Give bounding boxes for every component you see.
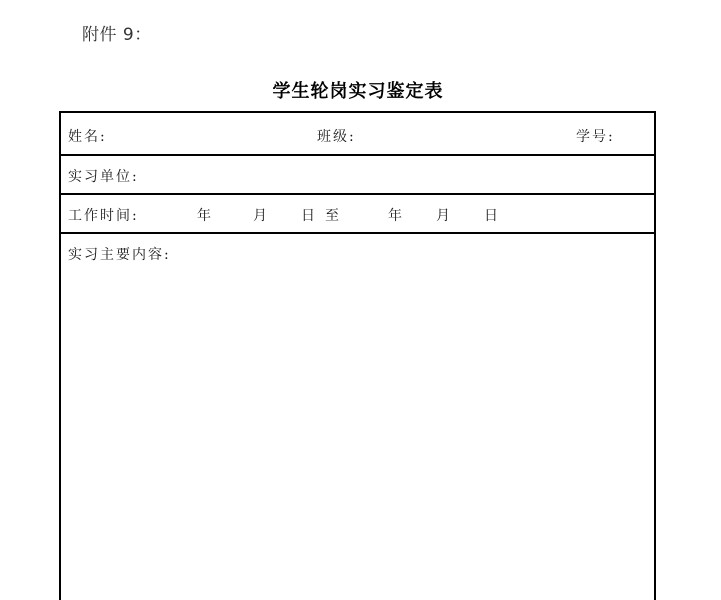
class-label: 班级:: [317, 129, 356, 145]
form-title: 学生轮岗实习鉴定表: [272, 81, 444, 102]
to-label: 至: [325, 208, 341, 224]
evaluation-form-table: [59, 111, 656, 600]
start-day-label: 日: [301, 208, 317, 224]
student-id-label: 学号:: [576, 129, 615, 145]
row-internship-unit: [61, 156, 654, 195]
end-day-label: 日: [484, 208, 500, 224]
row-basic-info: [61, 113, 654, 156]
main-content-label: 实习主要内容:: [68, 247, 171, 263]
end-year-label: 年: [388, 208, 404, 224]
start-month-label: 月: [253, 208, 269, 224]
attachment-label: 附件 9：: [82, 25, 152, 45]
row-work-period: [61, 195, 654, 234]
name-label: 姓名:: [68, 129, 107, 145]
end-month-label: 月: [436, 208, 452, 224]
work-time-label: 工作时间:: [68, 208, 139, 224]
row-main-content: [61, 234, 654, 600]
internship-unit-label: 实习单位:: [68, 169, 139, 185]
start-year-label: 年: [197, 208, 213, 224]
